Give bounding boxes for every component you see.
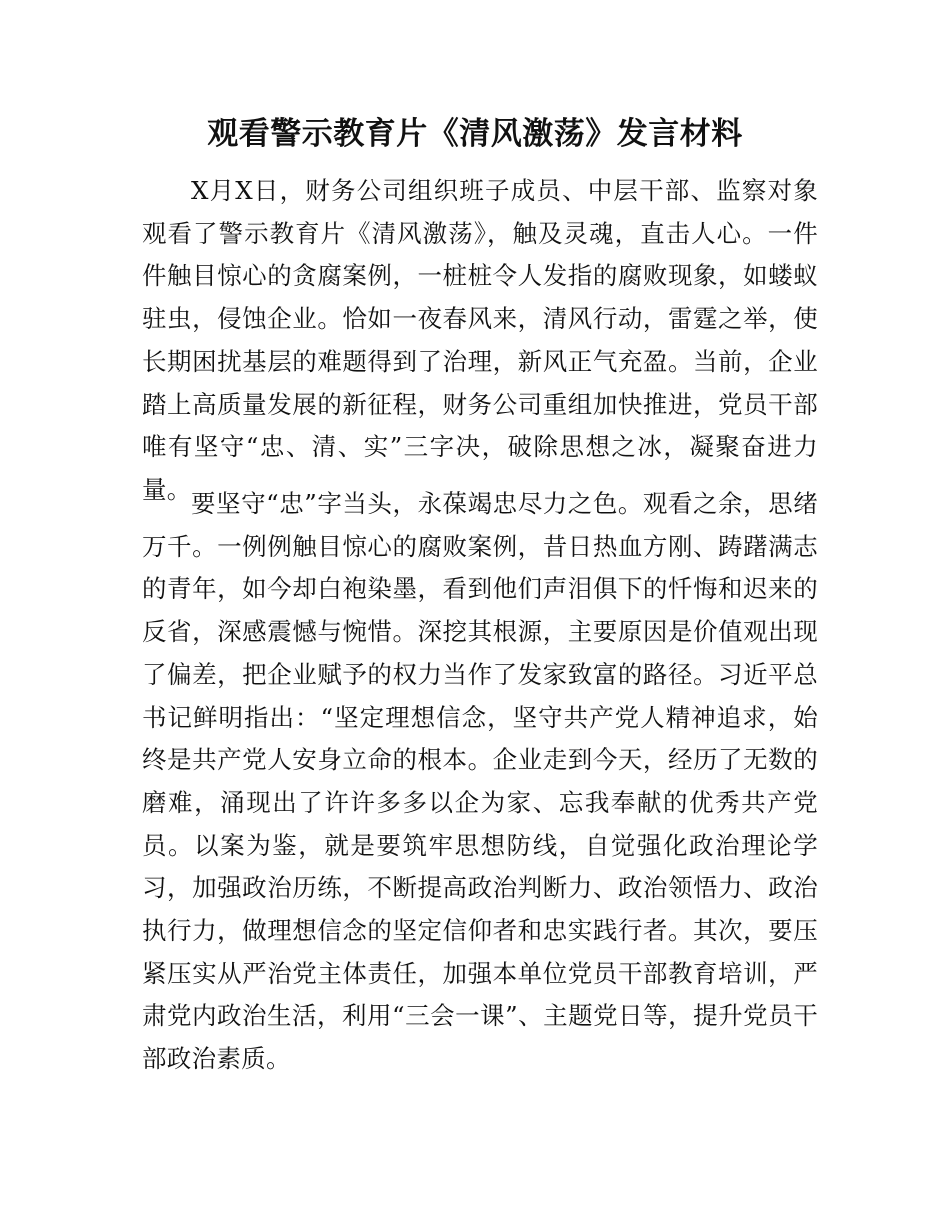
- paragraph-intro: X月X日，财务公司组织班子成员、中层干部、监察对象观看了警示教育片《清风激荡》，触及灵魂，直击人心。一件件触目惊心的贪腐案例，一桩桩令人发指的腐败现象，如蝼蚁驻虫，侵蚀企业。恰如一夜春风来，清风行动，雷霆之举，使长期困扰基层的难题得到了治理，新风正气充盈。当前，企业踏上高质量发展的新征程，财务公司重组加快推进，党员干部唯有坚守“忠、清、实”三字决，破除思想之冰，凝聚奋进力量。: [142, 176, 818, 504]
- document-title: 观看警示教育片《清风激荡》发言材料: [207, 116, 743, 152]
- paragraph-loyalty: 要坚守“忠”字当头，永葆竭忠尽力之色。观看之余，思绪万千。一例例触目惊心的腐败案例，昔日热血方刚、踌躇满志的青年，如今却白袍染墨，看到他们声泪俱下的忏悔和迟来的反省，深感震憾与惋惜。深挖其根源，主要原因是价值观出现了偏差，把企业赋予的权力当作了发家致富的路径。习近平总书记鲜明指出：“坚定理想信念，坚守共产党人精神追求，始终是共产党人安身立命的根本。企业走到今天，经历了无数的磨难，涌现出了许许多多以企为家、忘我奉献的优秀共产党员。以案为鉴，就是要筑牢思想防线，自觉强化政治理论学习，加强政治历练，不断提高政治判断力、政治领悟力、政治执行力，做理想信念的坚定信仰者和忠实践行者。其次，要压紧压实从严治党主体责任，加强本单位党员干部教育培训，严肃党内政治生活，利用“三会一课”、主题党日等，提升党员干部政治素质。: [142, 489, 818, 1074]
